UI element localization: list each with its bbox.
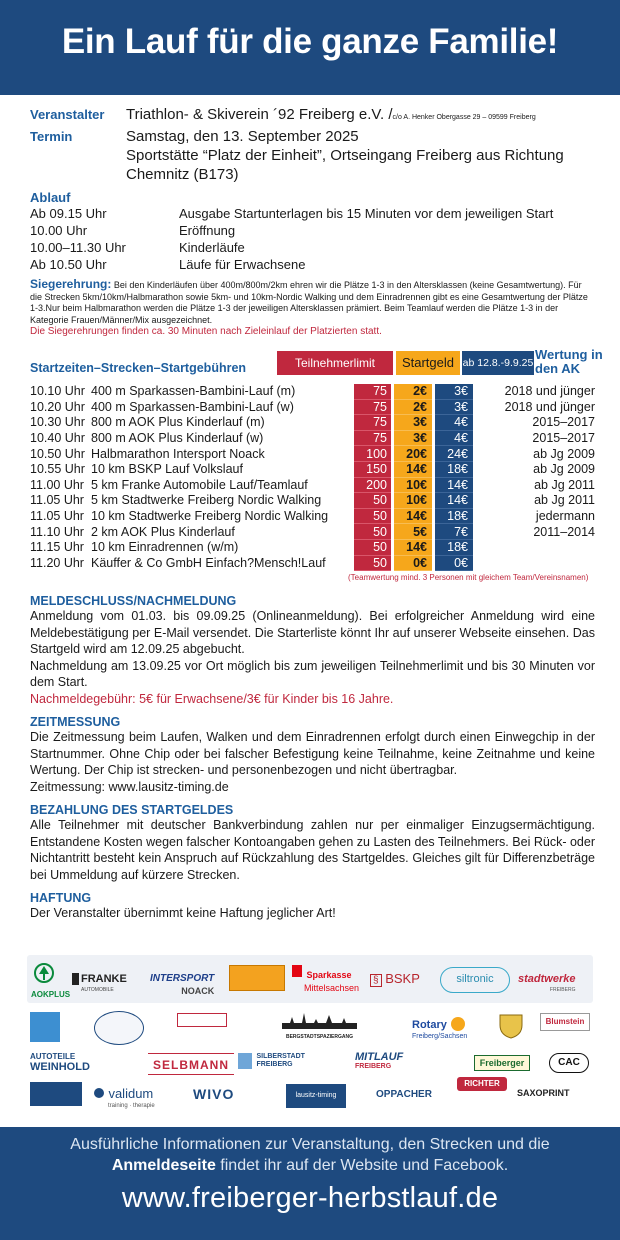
race-time: 10.10 Uhr <box>30 384 85 399</box>
race-fee-late: 18€ <box>435 508 473 524</box>
anmeldeseite-link[interactable]: Anmeldeseite <box>111 1157 216 1174</box>
rotary-wheel-icon <box>451 1017 465 1031</box>
race-fee: 14€ <box>394 539 432 555</box>
race-fee-late: 3€ <box>435 384 473 400</box>
kaeuffer-logo <box>229 965 285 991</box>
termin-place: Sportstätte “Platz der Einheit”, Ortseingang Freiberg aus Richtung Chemnitz (B173) <box>126 147 564 183</box>
termin-row <box>30 127 595 184</box>
silberstadt-logo: SILBERSTADT FREIBERG <box>238 1053 305 1071</box>
race-time: 11.10 Uhr <box>30 524 84 539</box>
startzeiten-header <box>30 346 603 384</box>
race-row <box>30 461 595 477</box>
race-age-class: 2015–2017 <box>532 415 595 430</box>
footer-info: Ausführliche Informationen zur Veranstaltung, den Strecken und die Anmeldeseite findet ihr auf der Website und Facebook. <box>70 1136 550 1174</box>
race-age-class <box>473 539 595 555</box>
race-row <box>30 524 595 540</box>
race-fee: 5€ <box>394 524 432 540</box>
race-time: 11.20 Uhr <box>30 555 84 570</box>
ablauf-list <box>30 205 595 273</box>
veranstalter-row <box>30 105 595 127</box>
race-name: 2 km AOK Plus Kinderlauf <box>91 524 235 539</box>
race-name: 800 m AOK Plus Kinderlauf (w) <box>91 431 264 446</box>
col-startgeld: Startgeld <box>396 351 460 375</box>
validum-logo: validum training · therapie <box>94 1085 155 1109</box>
race-limit: 50 <box>354 555 391 571</box>
oppacher-logo: OPPACHER <box>376 1089 432 1100</box>
race-fee-late: 24€ <box>435 446 473 462</box>
team-note: (Teamwertung mind. 3 Personen mit gleichem Team/Vereinsnamen) <box>348 573 589 583</box>
ablauf-time: Ab 09.15 Uhr <box>30 206 107 221</box>
mitlauf-logo: MITLAUF FREIBERG <box>355 1051 404 1070</box>
race-limit: 150 <box>354 461 391 477</box>
sponsor-logos <box>0 949 620 1127</box>
skyline-icon <box>282 1009 357 1029</box>
race-name: Käuffer & Co GmbH Einfach?Mensch!Lauf <box>91 555 326 570</box>
race-time: 10.55 Uhr <box>30 462 85 477</box>
race-time: 10.30 Uhr <box>30 415 85 430</box>
col-wertung: Wertung in den AK <box>535 346 603 376</box>
race-name: 10 km BSKP Lauf Volkslauf <box>91 462 243 477</box>
race-limit: 75 <box>354 430 391 446</box>
race-age-class: 2011–2014 <box>533 524 595 539</box>
ablauf-title: Ablauf <box>30 190 71 205</box>
autohaus-logo <box>177 1013 227 1027</box>
race-fee-late: 14€ <box>435 477 473 493</box>
race-fee: 0€ <box>394 555 432 571</box>
race-time: 11.05 Uhr <box>30 493 84 508</box>
races-table <box>30 384 595 572</box>
race-row <box>30 508 595 524</box>
zeitmessung-p2: Zeitmessung: www.lausitz-timing.de <box>30 779 229 794</box>
silberstadt-icon <box>238 1053 252 1069</box>
blumstein-logo: Blumstein <box>540 1013 590 1031</box>
main-content <box>30 105 603 922</box>
lausitz-logo: lausitz-timing <box>286 1084 346 1108</box>
race-time: 11.05 Uhr <box>30 509 84 524</box>
race-name: 5 km Stadtwerke Freiberg Nordic Walking <box>91 493 322 508</box>
termin-label: Termin <box>30 129 73 144</box>
ablauf-item <box>30 239 595 256</box>
bskp-logo: § BSKP <box>370 971 420 986</box>
zeitmessung-p1: Die Zeitmessung beim Laufen, Walken und dem Einradrennen erfolgt durch einen Einwegchip in der Startnummer. Ohne Chip oder bei falscher Befestigung keine Teilnahme, keine Zeitnahme und keine Wertung. Der Chip ist strecken- und personenbezogen und nicht übertragbar. <box>30 730 595 778</box>
race-time: 11.00 Uhr <box>30 477 84 492</box>
event-info <box>30 105 595 184</box>
race-age-class: 2015–2017 <box>532 431 595 446</box>
race-row <box>30 539 595 555</box>
race-row <box>30 384 595 400</box>
race-row <box>30 446 595 462</box>
race-limit: 50 <box>354 508 391 524</box>
race-fee-late: 7€ <box>435 524 473 540</box>
ablauf-item <box>30 205 595 222</box>
franke-logo: FRANKE AUTOMOBILE <box>72 969 127 993</box>
sparkasse-logo: Sparkasse Mittelsachsen <box>292 965 359 993</box>
cac-logo: CAC <box>549 1053 589 1073</box>
race-limit: 100 <box>354 446 391 462</box>
race-name: 10 km Einradrennen (w/m) <box>91 540 239 555</box>
race-fee: 10€ <box>394 493 432 509</box>
race-fee: 14€ <box>394 461 432 477</box>
race-row <box>30 415 595 431</box>
stadtwerke-logo: stadtwerke FREIBERG <box>518 973 576 993</box>
bergstadt-logo: BERGSTADTSPAZIERGANG <box>282 1009 357 1040</box>
nachmeldegebuehr: Nachmeldegebühr: 5€ für Erwachsene/3€ für Kinder bis 16 Jahre. <box>30 691 394 706</box>
siegerehrung-note: Die Siegerehrungen finden ca. 30 Minuten nach Zieleinlauf der Platzierten statt. <box>30 326 382 337</box>
race-name: 400 m Sparkassen-Bambini-Lauf (m) <box>91 384 296 399</box>
race-fee: 2€ <box>394 399 432 415</box>
validum-icon <box>94 1088 104 1098</box>
page-title: Ein Lauf für die ganze Familie! <box>61 22 559 61</box>
haftung-p1: Der Veranstalter übernimmt keine Haftung jeglicher Art! <box>30 906 336 921</box>
race-name: 800 m AOK Plus Kinderlauf (m) <box>91 415 265 430</box>
freiberger-logo: Freiberger <box>474 1055 530 1071</box>
zeitmessung-title: ZEITMESSUNG <box>30 715 121 730</box>
race-row <box>30 555 595 571</box>
bskp-icon: § <box>370 974 382 987</box>
veranstalter-value: Triathlon- & Skiverein ´92 Freiberg e.V. / <box>126 106 393 123</box>
race-fee-late: 3€ <box>435 399 473 415</box>
race-fee: 3€ <box>394 430 432 446</box>
race-time: 11.15 Uhr <box>30 540 84 555</box>
veranstalter-address: c/o A. Henker Obergasse 29 – 09599 Freiberg <box>392 114 536 121</box>
race-time: 10.40 Uhr <box>30 431 85 446</box>
race-fee: 14€ <box>394 508 432 524</box>
col-teilnehmerlimit: Teilnehmerlimit <box>277 351 393 375</box>
ablauf-desc: Eröffnung <box>179 223 236 238</box>
race-age-class: jedermann <box>535 509 595 524</box>
bezahlung-p1: Alle Teilnehmer mit deutscher Bankverbindung zahlen nur per einmaliger Einzugsermächtigung. Entstandene Kosten wegen falscher Kontoangaben gehen zu Lasten des Teilnehmers. Bei Rück- oder Nichtantritt besteht kein Anspruch auf Rückzahlung des Startgeldes. Gleiches gilt für Differenzbeträge bei Ummeldung auf kürzere Strecken. <box>30 818 595 882</box>
race-age-class <box>473 555 595 571</box>
meldeschluss-title: MELDESCHLUSS/NACHMELDUNG <box>30 594 237 609</box>
race-row <box>30 399 595 415</box>
website-url[interactable]: www.freiberger-herbstlauf.de <box>121 1182 499 1214</box>
race-fee: 3€ <box>394 415 432 431</box>
richter-logo: RICHTER <box>457 1077 507 1091</box>
ablauf-desc: Ausgabe Startunterlagen bis 15 Minuten vor dem jeweiligen Start <box>179 206 554 221</box>
crest-icon <box>496 1011 526 1039</box>
race-fee-late: 14€ <box>435 493 473 509</box>
saxoprint-logo: SAXOPRINT <box>517 1088 570 1098</box>
header-banner <box>0 0 620 95</box>
race-fee-late: 4€ <box>435 430 473 446</box>
race-limit: 50 <box>354 539 391 555</box>
race-row <box>30 493 595 509</box>
wivo-logo: WIVO <box>193 1086 235 1102</box>
aok-logo: AOKPLUS <box>31 963 70 999</box>
race-row <box>30 477 595 493</box>
race-fee-late: 18€ <box>435 461 473 477</box>
siegerehrung-text: Bei den Kinderläufen über 400m/800m/2km ehren wir die Plätze 1-3 in den Altersklassen (keine Gesamtwertung). Für die Strecken 5km/10km/Halbmarathon sowie 5km- und 10km-Nordic Walking und dem Einradrennen gibt es eine Gesamtwertung der Plätze 1-3.Nur beim Halbmarathon werden die Plätze 1-3 der jeweiligen Altersklassen prämiert. Beim Teamlauf werden die Plätze 1-3 in der Kategorie Frauen/Männer/Mix ausgezeichnet. <box>30 280 588 325</box>
race-limit: 50 <box>354 493 391 509</box>
ablauf-time: 10.00 Uhr <box>30 223 88 238</box>
race-time: 10.50 Uhr <box>30 446 85 461</box>
race-name: Halbmarathon Intersport Noack <box>91 446 265 461</box>
ablauf-item <box>30 256 595 273</box>
race-fee: 2€ <box>394 384 432 400</box>
siegerehrung-title: Siegerehrung: <box>30 277 112 291</box>
meldeschluss-p1: Anmeldung vom 01.03. bis 09.09.25 (Onlineanmeldung). Bei erfolgreicher Anmeldung wird eine Meldebestätigung per E-Mail versendet. Die Starterliste könnt Ihr auf unserer Webseite einsehen. Das Startgeld wird am 12.09.25 abgebucht. <box>30 609 595 657</box>
race-age-class: 2018 und jünger <box>504 384 595 399</box>
race-age-class: ab Jg 2011 <box>534 477 595 492</box>
veranstalter-label: Veranstalter <box>30 107 105 122</box>
race-limit: 75 <box>354 415 391 431</box>
race-age-class: ab Jg 2009 <box>533 462 595 477</box>
race-limit: 200 <box>354 477 391 493</box>
ablauf-time: Ab 10.50 Uhr <box>30 257 107 272</box>
bezahlung-title: BEZAHLUNG DES STARTGELDES <box>30 803 234 818</box>
race-fee-late: 18€ <box>435 539 473 555</box>
sparkasse-icon <box>292 965 302 977</box>
ablauf-time: 10.00–11.30 Uhr <box>30 240 126 255</box>
race-fee: 20€ <box>394 446 432 462</box>
race-fee-late: 0€ <box>435 555 473 571</box>
selbmann-logo: SELBMANN <box>148 1053 234 1075</box>
race-limit: 75 <box>354 399 391 415</box>
logo-blue-badge <box>30 1082 82 1106</box>
race-time: 10.20 Uhr <box>30 399 85 414</box>
intersport-logo: INTERSPORT NOACK <box>150 973 215 996</box>
col-ab-date: ab 12.8.-9.9.25 <box>462 351 534 375</box>
race-limit: 50 <box>354 524 391 540</box>
weinhold-logo: AUTOTEILE WEINHOLD <box>30 1052 90 1073</box>
race-limit: 75 <box>354 384 391 400</box>
ablauf-desc: Läufe für Erwachsene <box>179 257 306 272</box>
race-age-class: 2018 und jünger <box>504 399 595 414</box>
footer-banner <box>0 1127 620 1240</box>
race-row <box>30 430 595 446</box>
haftung-title: HAFTUNG <box>30 891 92 906</box>
race-fee-late: 4€ <box>435 415 473 431</box>
meldeschluss-p2: Nachmeldung am 13.09.25 vor Ort möglich bis zum jeweiligen Teilnehmerlimit und bis 30 Minuten vor dem Start. <box>30 658 595 690</box>
logo-blue-square <box>30 1012 60 1042</box>
race-age-class: ab Jg 2011 <box>534 493 595 508</box>
aok-tree-icon <box>31 963 57 985</box>
race-name: 400 m Sparkassen-Bambini-Lauf (w) <box>91 399 294 414</box>
ablauf-desc: Kinderläufe <box>179 240 245 255</box>
rotary-logo: Rotary Freiberg/Sachsen <box>412 1015 467 1040</box>
termin-date: Samstag, den 13. September 2025 <box>126 128 359 145</box>
ablauf-item <box>30 222 595 239</box>
race-name: 5 km Franke Automobile Lauf/Teamlauf <box>91 477 308 492</box>
siegerehrung-section <box>30 279 595 338</box>
moelkerei-logo <box>94 1011 144 1045</box>
race-age-class: ab Jg 2009 <box>533 446 595 461</box>
startzeiten-title: Startzeiten–Strecken–Startgebühren <box>30 360 247 375</box>
siltronic-logo: siltronic <box>440 967 510 993</box>
race-fee: 10€ <box>394 477 432 493</box>
race-name: 10 km Stadtwerke Freiberg Nordic Walking <box>91 509 329 524</box>
